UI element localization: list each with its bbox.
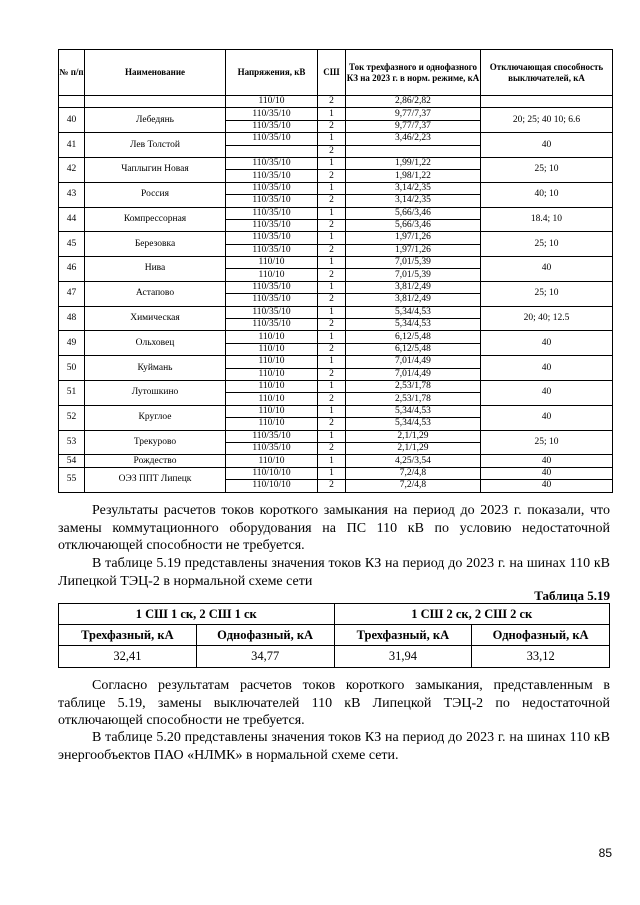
- cell-number: 50: [59, 356, 85, 381]
- cell-voltage: 110/10: [226, 405, 318, 417]
- cell-current: 5,34/4,53: [346, 306, 481, 318]
- cell-breaking: 25; 10: [481, 430, 613, 455]
- cell-bus: 2: [318, 418, 346, 430]
- sub-header-single-phase-1: Однофазный, кА: [196, 625, 334, 646]
- cell-breaking: 25; 10: [481, 281, 613, 306]
- cell-breaking: 20; 40; 12.5: [481, 306, 613, 331]
- cell-voltage: 110/35/10: [226, 182, 318, 194]
- cell-breaking: 40: [481, 467, 613, 479]
- cell-voltage: 110/35/10: [226, 108, 318, 120]
- cell-voltage: 110/35/10: [226, 133, 318, 145]
- cell-number: 44: [59, 207, 85, 232]
- cell-number: 40: [59, 108, 85, 133]
- cell-name: Компрессорная: [85, 207, 226, 232]
- cell-breaking: 40: [481, 380, 613, 405]
- cell-bus: 1: [318, 306, 346, 318]
- cell-current: 2,53/1,78: [346, 380, 481, 392]
- cell-number: 41: [59, 133, 85, 158]
- cell-voltage: 110/10: [226, 331, 318, 343]
- cell-voltage: 110/10: [226, 257, 318, 269]
- cell-bus: 1: [318, 157, 346, 169]
- cell-voltage: 110/35/10: [226, 170, 318, 182]
- cell-bus: 1: [318, 405, 346, 417]
- cell-current: 9,77/7,37: [346, 108, 481, 120]
- col-header-number: № п/п: [59, 50, 85, 96]
- cell-current: 5,66/3,46: [346, 207, 481, 219]
- table-row: [59, 182, 613, 194]
- cell-voltage: 110/10: [226, 368, 318, 380]
- cell-bus: 2: [318, 269, 346, 281]
- cell-number: 47: [59, 281, 85, 306]
- cell-voltage: 110/35/10: [226, 195, 318, 207]
- cell-name: Чаплыгин Новая: [85, 157, 226, 182]
- cell-voltage: 110/35/10: [226, 232, 318, 244]
- cell-bus: 1: [318, 430, 346, 442]
- cell-voltage: 110/10: [226, 269, 318, 281]
- cell-bus: 1: [318, 232, 346, 244]
- table-caption: Таблица 5.19: [534, 588, 610, 603]
- cell-current: 5,34/4,53: [346, 405, 481, 417]
- value-three-phase-1: 32,41: [59, 646, 197, 668]
- table-row: [59, 281, 613, 293]
- cell-name: Куймань: [85, 356, 226, 381]
- cell-name: Круглое: [85, 405, 226, 430]
- cell-current: 2,86/2,82: [346, 96, 481, 108]
- cell-name: Химическая: [85, 306, 226, 331]
- cell-current: 9,77/7,37: [346, 120, 481, 132]
- cell-current: 1,97/1,26: [346, 232, 481, 244]
- cell-bus: 1: [318, 380, 346, 392]
- cell-number: [59, 96, 85, 108]
- cell-name: Астапово: [85, 281, 226, 306]
- cell-voltage: 110/35/10: [226, 319, 318, 331]
- cell-current: 7,01/5,39: [346, 269, 481, 281]
- table-row: [59, 108, 613, 120]
- cell-current: 2,1/1,29: [346, 430, 481, 442]
- cell-current: 5,66/3,46: [346, 219, 481, 231]
- table-group-header-row: [59, 604, 610, 625]
- cell-name: Лебедянь: [85, 108, 226, 133]
- cell-name: Россия: [85, 182, 226, 207]
- cell-voltage: 110/35/10: [226, 157, 318, 169]
- paragraph-conclusion: Согласно результатам расчетов токов короткого замыкания, представленным в таблице 5.19, замены выключателей 110 кВ Липецкой ТЭЦ-2 по недостаточной отключающей способности не требуется.: [58, 678, 610, 729]
- cell-voltage: 110/10: [226, 343, 318, 355]
- cell-voltage: 110/10/10: [226, 480, 318, 492]
- cell-breaking: 40: [481, 356, 613, 381]
- table-row: [59, 133, 613, 145]
- cell-breaking: 25; 10: [481, 232, 613, 257]
- col-header-breaking: Отключающая способность выключателей, кА: [481, 50, 613, 96]
- cell-current: 5,34/4,53: [346, 418, 481, 430]
- cell-voltage: 110/35/10: [226, 442, 318, 454]
- cell-current: 1,98/1,22: [346, 170, 481, 182]
- cell-current: 7,2/4,8: [346, 480, 481, 492]
- sub-header-three-phase-1: Трехфазный, кА: [59, 625, 197, 646]
- cell-number: 48: [59, 306, 85, 331]
- value-single-phase-2: 33,12: [472, 646, 610, 668]
- cell-bus: 2: [318, 219, 346, 231]
- cell-breaking: 40; 10: [481, 182, 613, 207]
- table-row: [59, 257, 613, 269]
- table-row: [59, 331, 613, 343]
- table-row: [59, 455, 613, 467]
- cell-voltage: 110/10: [226, 380, 318, 392]
- cell-current: 7,01/4,49: [346, 368, 481, 380]
- cell-number: 54: [59, 455, 85, 467]
- table-row: [59, 430, 613, 442]
- cell-name: Трекурово: [85, 430, 226, 455]
- cell-number: 55: [59, 467, 85, 492]
- cell-bus: 2: [318, 368, 346, 380]
- cell-current: 6,12/5,48: [346, 331, 481, 343]
- cell-number: 43: [59, 182, 85, 207]
- table-row: [59, 306, 613, 318]
- cell-current: 7,01/5,39: [346, 257, 481, 269]
- cell-number: 51: [59, 380, 85, 405]
- cell-bus: 2: [318, 170, 346, 182]
- tec2-currents-table: [58, 603, 610, 668]
- cell-current: [346, 145, 481, 157]
- table-row: [59, 356, 613, 368]
- cell-current: 2,1/1,29: [346, 442, 481, 454]
- cell-bus: 2: [318, 145, 346, 157]
- cell-number: 49: [59, 331, 85, 356]
- cell-number: 46: [59, 257, 85, 282]
- cell-bus: 2: [318, 195, 346, 207]
- cell-voltage: 110/10/10: [226, 467, 318, 479]
- cell-voltage: 110/35/10: [226, 120, 318, 132]
- cell-current: 3,46/2,23: [346, 133, 481, 145]
- table-row: [59, 207, 613, 219]
- cell-voltage: [226, 145, 318, 157]
- cell-current: 6,12/5,48: [346, 343, 481, 355]
- table-row: [59, 157, 613, 169]
- cell-bus: 1: [318, 467, 346, 479]
- cell-breaking: 40: [481, 455, 613, 467]
- cell-breaking: [481, 96, 613, 108]
- cell-current: 1,97/1,26: [346, 244, 481, 256]
- paragraph-results: Результаты расчетов токов короткого замыкания на период до 2023 г. показали, что замены коммутационного оборудования на ПС 110 кВ по условию недостаточной отключающей способности не требуется.: [58, 503, 610, 554]
- cell-bus: 1: [318, 133, 346, 145]
- cell-bus: 2: [318, 96, 346, 108]
- cell-name: Березовка: [85, 232, 226, 257]
- cell-current: 3,81/2,49: [346, 294, 481, 306]
- cell-voltage: 110/35/10: [226, 281, 318, 293]
- cell-breaking: 40: [481, 480, 613, 492]
- cell-voltage: 110/35/10: [226, 219, 318, 231]
- cell-number: 42: [59, 157, 85, 182]
- col-header-name: Наименование: [85, 50, 226, 96]
- cell-current: 7,2/4,8: [346, 467, 481, 479]
- cell-bus: 1: [318, 281, 346, 293]
- paragraph-next-table: В таблице 5.20 представлены значения токов КЗ на период до 2023 г. на шинах 110 кВ энергообъектов ПАО «НЛМК» в нормальной схеме сети.: [58, 730, 610, 763]
- cell-bus: 1: [318, 257, 346, 269]
- cell-current: 4,25/3,54: [346, 455, 481, 467]
- table-row: [59, 96, 613, 108]
- cell-voltage: 110/35/10: [226, 244, 318, 256]
- cell-breaking: 20; 25; 40 10; 6.6: [481, 108, 613, 133]
- cell-breaking: 25; 10: [481, 157, 613, 182]
- table-sub-header-row: [59, 625, 610, 646]
- cell-current: 3,14/2,35: [346, 182, 481, 194]
- cell-bus: 2: [318, 244, 346, 256]
- cell-number: 53: [59, 430, 85, 455]
- cell-name: Лутошкино: [85, 380, 226, 405]
- table-row: [59, 405, 613, 417]
- cell-voltage: 110/10: [226, 96, 318, 108]
- cell-voltage: 110/35/10: [226, 207, 318, 219]
- table-row: [59, 232, 613, 244]
- cell-voltage: 110/10: [226, 393, 318, 405]
- cell-bus: 1: [318, 207, 346, 219]
- col-header-bus: СШ: [318, 50, 346, 96]
- cell-voltage: 110/10: [226, 356, 318, 368]
- table-header-row: [59, 50, 613, 96]
- cell-breaking: 40: [481, 257, 613, 282]
- cell-bus: 2: [318, 393, 346, 405]
- cell-name: [85, 96, 226, 108]
- cell-bus: 2: [318, 442, 346, 454]
- cell-current: 3,81/2,49: [346, 281, 481, 293]
- cell-bus: 1: [318, 455, 346, 467]
- cell-voltage: 110/10: [226, 418, 318, 430]
- value-single-phase-1: 34,77: [196, 646, 334, 668]
- table-row: [59, 380, 613, 392]
- value-three-phase-2: 31,94: [334, 646, 472, 668]
- cell-current: 3,14/2,35: [346, 195, 481, 207]
- cell-bus: 2: [318, 120, 346, 132]
- cell-bus: 2: [318, 480, 346, 492]
- cell-current: 2,53/1,78: [346, 393, 481, 405]
- paragraph-table-intro: В таблице 5.19 представлены значения токов КЗ на период до 2023 г. на шинах 110 кВ Липецкой ТЭЦ-2 в нормальной схеме сети: [58, 556, 610, 589]
- sub-header-three-phase-2: Трехфазный, кА: [334, 625, 472, 646]
- cell-name: Ольховец: [85, 331, 226, 356]
- group-header-second: 1 СШ 2 ск, 2 СШ 2 ск: [334, 604, 610, 625]
- cell-breaking: 40: [481, 331, 613, 356]
- short-circuit-table: [58, 49, 613, 493]
- cell-bus: 2: [318, 294, 346, 306]
- page-number: 85: [598, 846, 612, 860]
- cell-bus: 2: [318, 343, 346, 355]
- cell-breaking: 18.4; 10: [481, 207, 613, 232]
- table-row: [59, 646, 610, 668]
- group-header-first: 1 СШ 1 ск, 2 СШ 1 ск: [59, 604, 335, 625]
- cell-current: 5,34/4,53: [346, 319, 481, 331]
- cell-breaking: 40: [481, 405, 613, 430]
- cell-name: Лев Толстой: [85, 133, 226, 158]
- sub-header-single-phase-2: Однофазный, кА: [472, 625, 610, 646]
- cell-bus: 1: [318, 331, 346, 343]
- cell-bus: 1: [318, 356, 346, 368]
- cell-breaking: 40: [481, 133, 613, 158]
- cell-name: Нива: [85, 257, 226, 282]
- cell-voltage: 110/35/10: [226, 306, 318, 318]
- cell-current: 7,01/4,49: [346, 356, 481, 368]
- cell-voltage: 110/35/10: [226, 430, 318, 442]
- col-header-current: Ток трехфазного и однофазного КЗ на 2023 г. в норм. режиме, кА: [346, 50, 481, 96]
- cell-current: 1,99/1,22: [346, 157, 481, 169]
- cell-name: Рождество: [85, 455, 226, 467]
- cell-number: 45: [59, 232, 85, 257]
- cell-voltage: 110/35/10: [226, 294, 318, 306]
- col-header-voltage: Напряжения, кВ: [226, 50, 318, 96]
- table-row: [59, 467, 613, 479]
- cell-voltage: 110/10: [226, 455, 318, 467]
- cell-bus: 1: [318, 182, 346, 194]
- cell-name: ОЭЗ ППТ Липецк: [85, 467, 226, 492]
- cell-bus: 1: [318, 108, 346, 120]
- cell-bus: 2: [318, 319, 346, 331]
- cell-number: 52: [59, 405, 85, 430]
